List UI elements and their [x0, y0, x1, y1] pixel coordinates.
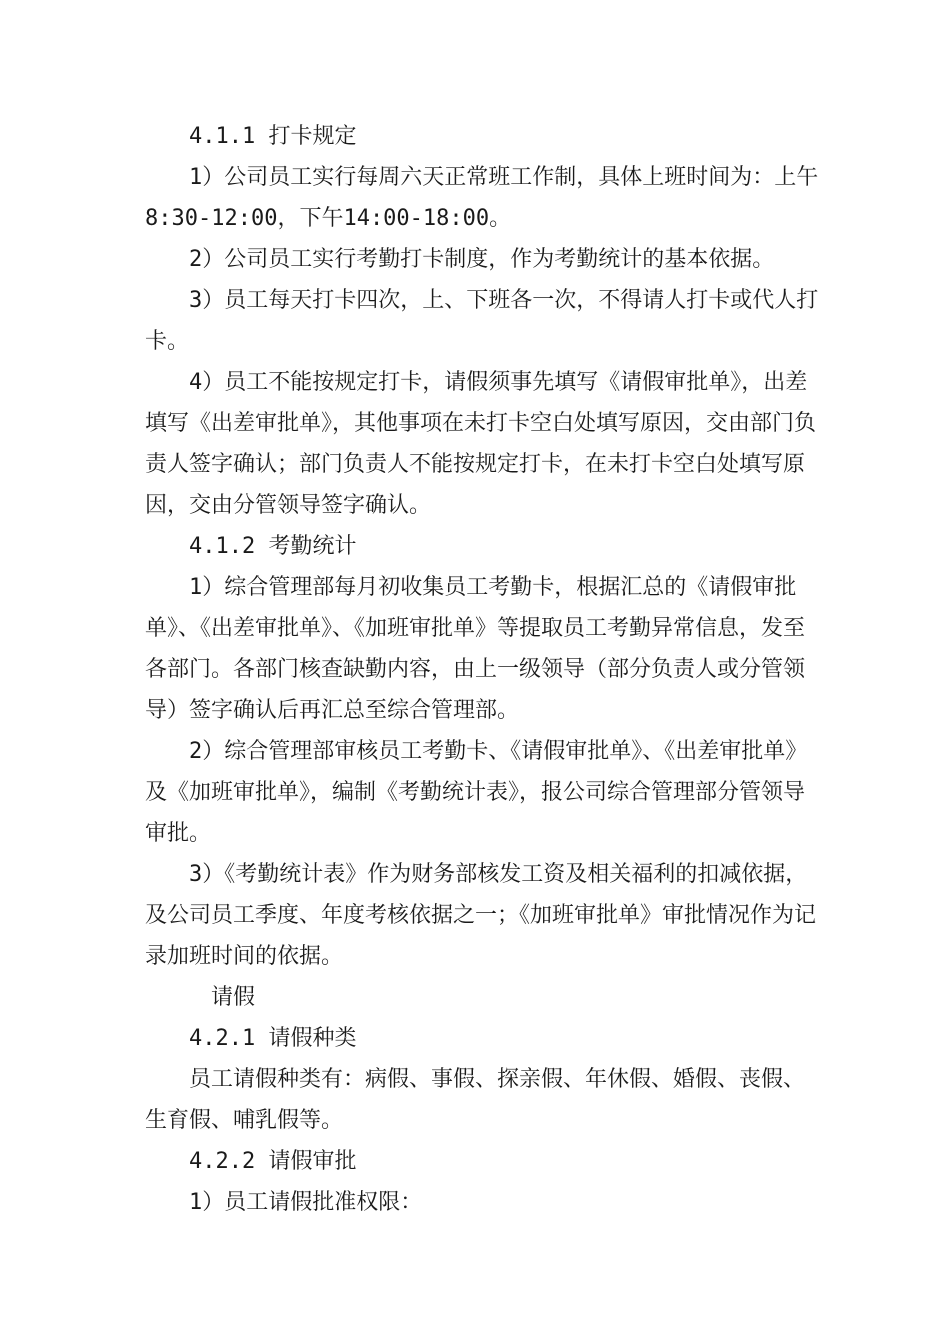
- heading-4-2-2: 4.2.2 请假审批: [189, 1149, 357, 1174]
- paragraph-leave-types: 员工请假种类有：病假、事假、探亲假、年休假、婚假、丧假、生育假、哺乳假等。: [145, 1067, 806, 1133]
- paragraph-approval-authority: 1）员工请假批准权限：: [189, 1190, 423, 1215]
- paragraph-clock-in-times: 3）员工每天打卡四次，上、下班各一次，不得请人打卡或代人打卡。: [145, 288, 819, 354]
- paragraph-monthly-collection: 1）综合管理部每月初收集员工考勤卡，根据汇总的《请假审批单》、《出差审批单》、《加班审批单》等提取员工考勤异常信息，发至各部门。各部门核查缺勤内容，由上一级领导（部分负责人或分管领导）签字确认后再汇总至综合管理部。: [145, 575, 806, 723]
- paragraph-missed-clock-in: 4）员工不能按规定打卡，请假须事先填写《请假审批单》，出差填写《出差审批单》，其他事项在未打卡空白处填写原因，交由部门负责人签字确认；部门负责人不能按规定打卡，在未打卡空白处填写原因，交由分管领导签字确认。: [145, 370, 817, 518]
- heading-4-2-1: 4.2.1 请假种类: [189, 1026, 357, 1051]
- paragraph-clock-in-system: 2）公司员工实行考勤打卡制度，作为考勤统计的基本依据。: [189, 247, 775, 272]
- paragraph-statistics-usage: 3）《考勤统计表》作为财务部核发工资及相关福利的扣减依据，及公司员工季度、年度考核依据之一；《加班审批单》审批情况作为记录加班时间的依据。: [145, 862, 817, 969]
- heading-leave: 请假: [211, 985, 256, 1010]
- heading-4-1-1: 4.1.1 打卡规定: [189, 124, 357, 149]
- paragraph-work-schedule: 1）公司员工实行每周六天正常班工作制，具体上班时间为：上午8:30-12:00，下午14:00-18:00。: [145, 165, 819, 231]
- heading-4-1-2: 4.1.2 考勤统计: [189, 534, 357, 559]
- document-body: [145, 116, 825, 1223]
- paragraph-statistics-review: 2）综合管理部审核员工考勤卡、《请假审批单》、《出差审批单》及《加班审批单》，编制《考勤统计表》，报公司综合管理部分管领导审批。: [145, 739, 808, 846]
